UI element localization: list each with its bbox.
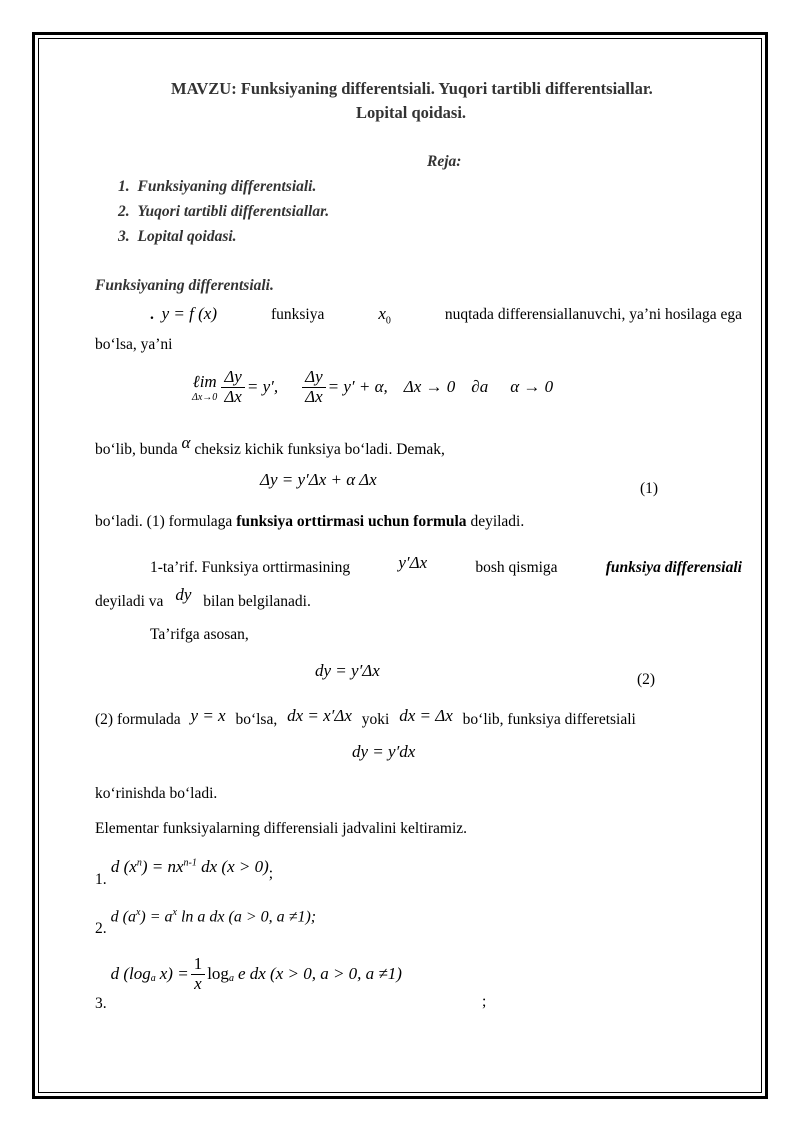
- paragraph-5: ko‘rinishda bo‘ladi.: [95, 785, 218, 802]
- math-text: = y′,: [246, 377, 279, 397]
- formula-2: 2. d $(a^x) = a^x$ ln a dx (a > 0, a ≠1);: [95, 907, 317, 938]
- paragraph-1-line1: [150, 304, 742, 326]
- paragraph-1-line2: bo‘lsa, ya’ni: [95, 336, 173, 353]
- page-title-line2: Lopital qoidasi.: [356, 103, 467, 122]
- math-x0: $x_0$: [378, 304, 391, 327]
- plan-heading: Reja:: [427, 153, 462, 170]
- formula-3: 3. d (log $_a$ x) = $\frac{1}{x}$ log $_a$ e dx (x > 0, a > 0, a ≠1): [95, 954, 402, 1013]
- math-condition: Δx → 0: [403, 377, 456, 397]
- text-word: funksiya: [270, 306, 325, 323]
- paragraph-3: bo‘ladi. (1) formulaga funksiya orttirmasi uchun formula deyiladi.: [95, 513, 525, 530]
- paragraph-2: bo‘lib, bunda α cheksiz kichik funksiya bo‘ladi. Demak,: [95, 433, 445, 458]
- plan-item-text: Yuqori tartibli differentsiallar.: [137, 203, 330, 220]
- math-text: = y′ + α,: [327, 377, 388, 397]
- plan-item-1: [118, 178, 316, 196]
- math-alpha: α: [181, 433, 191, 452]
- limit-operator: ℓim Δx→0: [192, 371, 218, 403]
- text-rest: nuqtada differensiallanuvchi, ya’ni hosilaga ega: [444, 306, 742, 323]
- paragraph-4: (2) formulada y = x bo‘lsa, dx = x′Δx yoki dx = Δx bo‘lib, funksiya differetsiali: [95, 706, 636, 728]
- equation-3: dy = y′dx: [352, 742, 416, 761]
- fraction-one-over-x: $\frac{1}{x}$: [191, 955, 206, 993]
- paragraph-basis: Ta’rifga asosan,: [150, 626, 249, 643]
- definition-line1: 1-ta’rif. Funksiya orttirmasining y′Δx bosh qismiga funksiya differensiali: [150, 553, 742, 576]
- math-dy: dy: [175, 585, 192, 604]
- formula-1: 1. d $(x^n) = nx^{n-1}$ dx (x > 0);: [95, 857, 274, 888]
- plan-item-number: 1.: [118, 178, 130, 195]
- fraction-dy-dx: $\frac{\Delta y}{\Delta x}$: [221, 368, 245, 406]
- bullet-dot: .: [150, 306, 154, 323]
- plan-item-2: [118, 203, 329, 221]
- plan-item-3: [118, 228, 237, 246]
- limit-formula: [192, 368, 553, 406]
- paragraph-6: Elementar funksiyalarning differensiali jadvalini keltiramiz.: [95, 820, 468, 837]
- formula-3-end: ;: [482, 993, 487, 1010]
- plan-item-text: Lopital qoidasi.: [137, 228, 237, 245]
- plan-item-number: 2.: [118, 203, 130, 220]
- page-title-line1: MAVZU: Funksiyaning differentsiali. Yuqori tartibli differentsiallar.: [171, 79, 653, 98]
- equation-1-number: (1): [640, 480, 659, 497]
- math-condition: ∂a: [471, 377, 489, 397]
- math-expr: y′Δx: [398, 553, 428, 572]
- equation-1: Δy = y′Δx + α Δx: [260, 470, 377, 489]
- math-condition: α → 0: [510, 377, 554, 397]
- definition-line2: deyiladi va dy bilan belgilanadi.: [95, 585, 311, 610]
- plan-item-text: Funksiyaning differentsiali.: [137, 178, 317, 195]
- equation-2-number: (2): [637, 671, 656, 688]
- plan-item-number: 3.: [118, 228, 130, 245]
- math-function: y = f (x): [161, 304, 217, 323]
- section-heading: Funksiyaning differentsiali.: [95, 277, 274, 294]
- equation-2: dy = y′Δx: [315, 661, 380, 680]
- fraction-dy-dx: $\frac{\Delta y}{\Delta x}$: [302, 368, 326, 406]
